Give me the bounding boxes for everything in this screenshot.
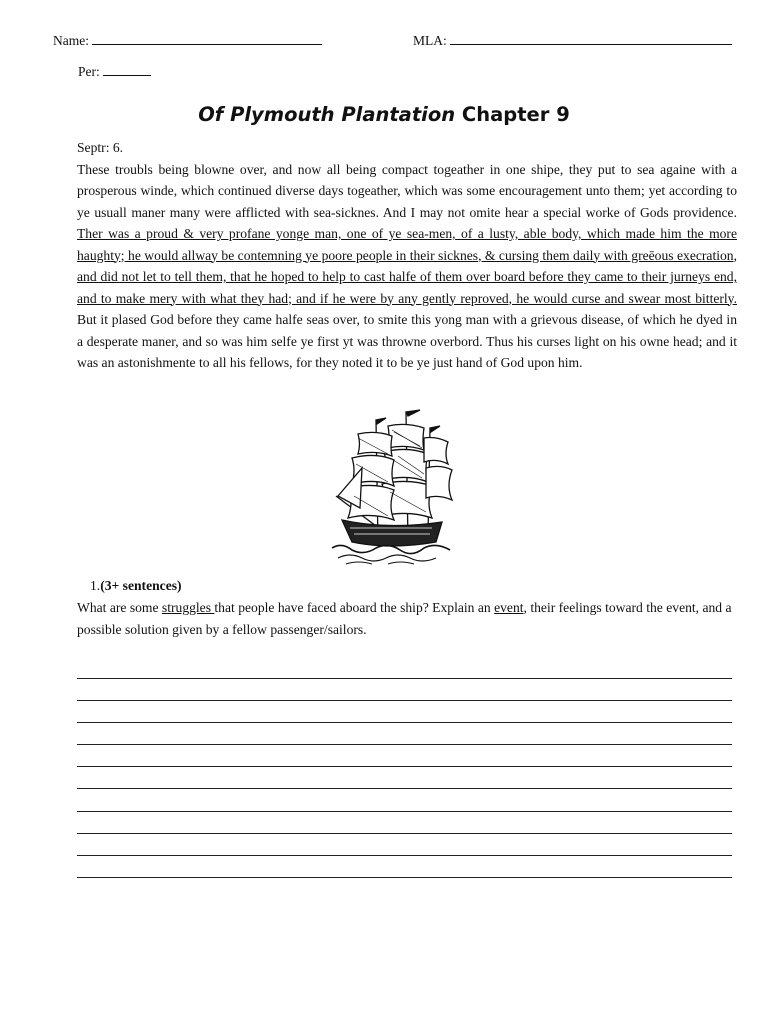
answer-line[interactable] <box>77 811 732 812</box>
question-text-2: that people have faced aboard the ship? Explain an <box>214 600 495 615</box>
answer-line[interactable] <box>77 833 732 834</box>
question-keyword-event: event <box>494 600 524 615</box>
per-blank[interactable] <box>103 63 151 76</box>
mla-field-row <box>413 32 732 50</box>
answer-line[interactable] <box>77 877 732 878</box>
period-field-row <box>78 63 151 81</box>
per-label: Per: <box>78 64 100 79</box>
question-text-1: What are some <box>77 600 162 615</box>
question-text-3: , their feelings toward the event, and a possible solution given by a fellow passenger/sailors. <box>77 600 732 637</box>
title-chapter: Chapter 9 <box>455 103 570 126</box>
title-work-name: Of Plymouth Plantation <box>198 103 456 126</box>
question-prompt <box>77 597 737 641</box>
answer-line[interactable] <box>77 722 732 723</box>
passage-body <box>77 159 737 374</box>
answer-line[interactable] <box>77 700 732 701</box>
passage-text-1: These troubls being blowne over, and now all being compact togeather in one shipe, they put to sea againe with a prosperous winde, which continued diverse days togeather, which was some encouragement unto them; yet according to ye usuall maner many were afflicted with sea-sicknes. And I may not omite hear a special worke of Gods providence. <box>77 161 737 220</box>
page-title <box>0 102 768 128</box>
passage-underlined: Ther was a proud & very profane yonge man, one of ye sea-men, of a lusty, able body, which made him the more haughty; he would allway be contemning ye poore people in their sicknes, & cursing them daily with greēous execration, and did not let to tell them, that he hoped to help to cast halfe of them over board before they came to their jurneys end, and to make mery with what they had; and if he were by any gently reproved, he would curse and swear most bitterly. <box>77 226 737 306</box>
sailing-ship-icon <box>328 408 456 568</box>
answer-lines[interactable] <box>77 678 732 899</box>
answer-line[interactable] <box>77 678 732 679</box>
passage-date: Septr: 6. <box>77 140 124 155</box>
answer-line[interactable] <box>77 744 732 745</box>
name-field-row <box>53 32 322 50</box>
answer-line[interactable] <box>77 855 732 856</box>
reading-passage <box>77 137 737 374</box>
name-label: Name: <box>53 33 89 48</box>
answer-line[interactable] <box>77 788 732 789</box>
name-blank[interactable] <box>92 32 322 45</box>
question-number: 1. <box>90 578 101 593</box>
passage-text-2: But it plased God before they came halfe seas over, to smite this yong man with a grievous disease, of which he dyed in a desperate maner, and so was him selfe ye first yt was throwne overbord. Thus his curses light on his owne head; and it was an astonishmente to all his fellows, for they noted it to be ye just hand of God upon him. <box>77 312 737 370</box>
answer-line[interactable] <box>77 766 732 767</box>
question-hint: (3+ sentences) <box>100 578 182 593</box>
question-header <box>90 576 182 596</box>
mla-blank[interactable] <box>450 32 732 45</box>
question-keyword-struggles: struggles <box>161 600 215 615</box>
mla-label: MLA: <box>413 33 447 48</box>
